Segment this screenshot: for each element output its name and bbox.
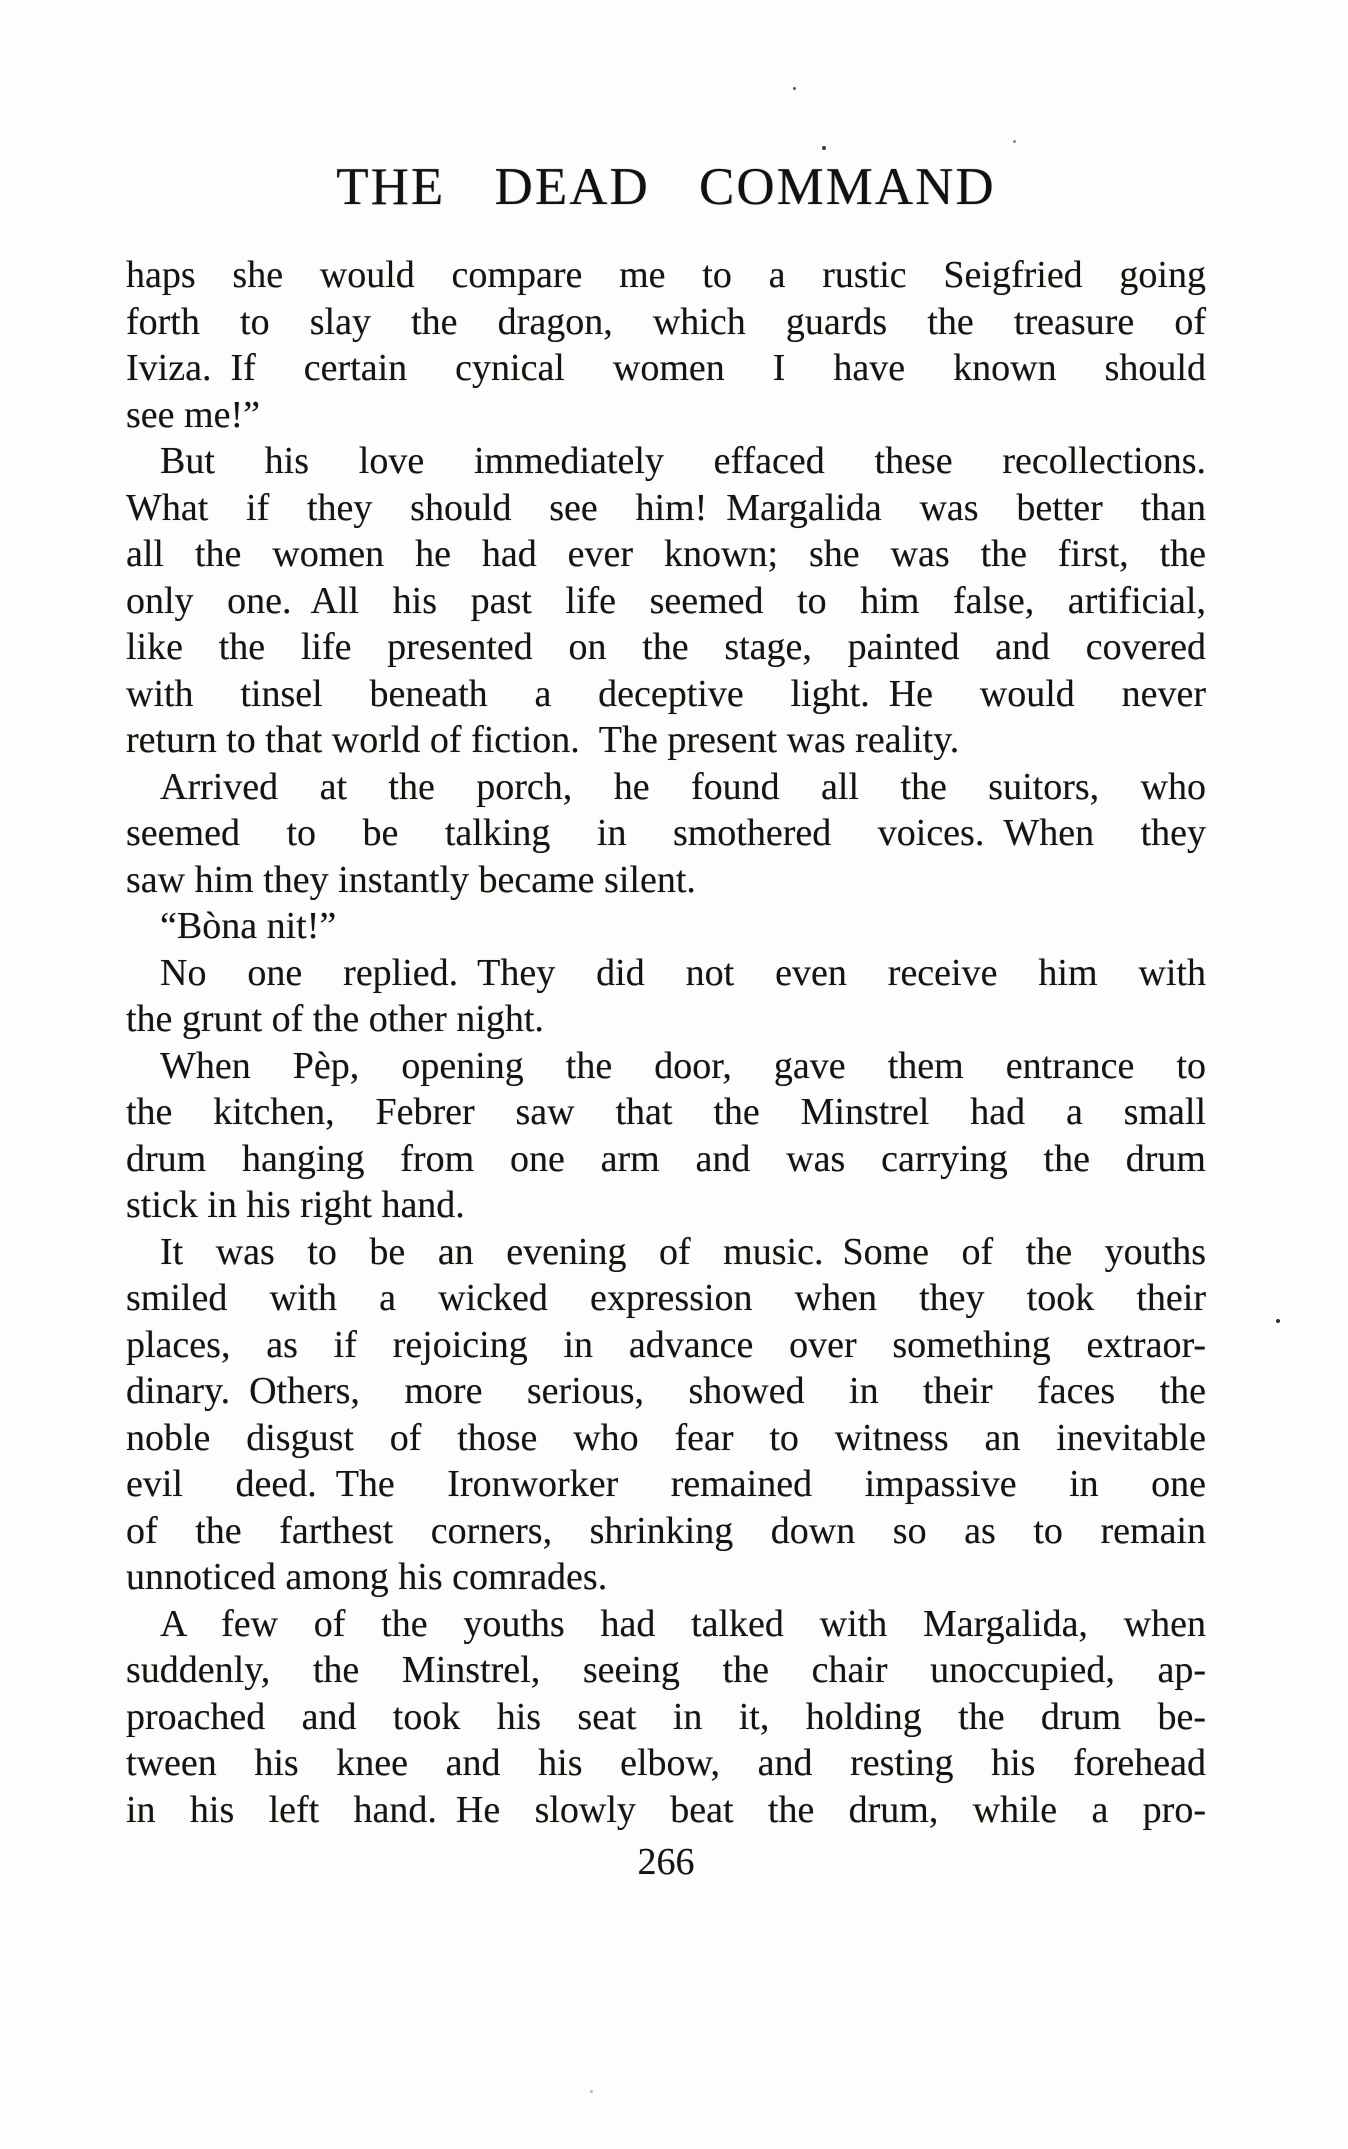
text-line: of the farthest corners, shrinking down so as to remain: [126, 1509, 1206, 1552]
page-title: THE DEAD COMMAND: [336, 158, 996, 216]
text-line: Iviza. If certain cynical women I have known should: [126, 347, 1206, 389]
scan-speck: [1276, 1319, 1280, 1323]
text-line: dinary. Others, more serious, showed in their faces the: [126, 1370, 1206, 1412]
text-line: return to that world of fiction. The present was reality.: [126, 719, 960, 761]
text-line: proached and took his seat in it, holding the drum be-: [126, 1695, 1206, 1738]
text-line: like the life presented on the stage, painted and covered: [126, 626, 1206, 668]
text-line: saw him they instantly became silent.: [126, 858, 696, 901]
text-line: forth to slay the dragon, which guards the treasure of: [126, 300, 1206, 343]
scan-speck: [590, 2090, 593, 2093]
text-line: with tinsel beneath a deceptive light. He would never: [126, 672, 1206, 715]
text-line: the kitchen, Febrer saw that the Minstrel had a small: [126, 1091, 1206, 1133]
scan-speck: [793, 87, 796, 90]
text-line: evil deed. The Ironworker remained impassive in one: [126, 1463, 1206, 1505]
text-line: When Pèp, opening the door, gave them entrance to: [160, 1044, 1206, 1087]
text-line: No one replied. They did not even receive him with: [160, 951, 1206, 994]
text-line: smiled with a wicked expression when they took their: [126, 1277, 1206, 1319]
text-line: Arrived at the porch, he found all the suitors, who: [160, 765, 1206, 808]
body-text: [126, 252, 1206, 1833]
text-line: It was to be an evening of music. Some of the youths: [160, 1230, 1206, 1273]
text-line: all the women he had ever known; she was the first, the: [126, 533, 1206, 575]
text-line: drum hanging from one arm and was carrying the drum: [126, 1137, 1206, 1180]
text-line: places, as if rejoicing in advance over something extraor-: [126, 1323, 1206, 1366]
page-number: 266: [637, 1841, 695, 1883]
text-line: unnoticed among his comrades.: [126, 1556, 608, 1598]
scan-speck: [822, 146, 826, 150]
scan-speck: [1013, 140, 1016, 143]
text-line: in his left hand. He slowly beat the drum, while a pro-: [126, 1788, 1206, 1831]
text-line: see me!”: [126, 393, 260, 436]
text-line: stick in his right hand.: [126, 1184, 465, 1226]
text-line: suddenly, the Minstrel, seeing the chair unoccupied, ap-: [126, 1649, 1206, 1691]
text-line: What if they should see him! Margalida was better than: [126, 486, 1206, 529]
text-line: noble disgust of those who fear to witness an inevitable: [126, 1416, 1206, 1459]
text-line: only one. All his past life seemed to him false, artificial,: [126, 579, 1206, 622]
text-line: haps she would compare me to a rustic Seigfried going: [126, 254, 1206, 296]
text-line: But his love immediately effaced these recollections.: [160, 440, 1206, 482]
text-line: seemed to be talking in smothered voices. When they: [126, 812, 1206, 854]
text-line: the grunt of the other night.: [126, 998, 544, 1040]
text-line: A few of the youths had talked with Margalida, when: [160, 1602, 1206, 1645]
text-line: “Bòna nit!”: [160, 905, 337, 947]
text-line: tween his knee and his elbow, and resting his forehead: [126, 1742, 1206, 1784]
